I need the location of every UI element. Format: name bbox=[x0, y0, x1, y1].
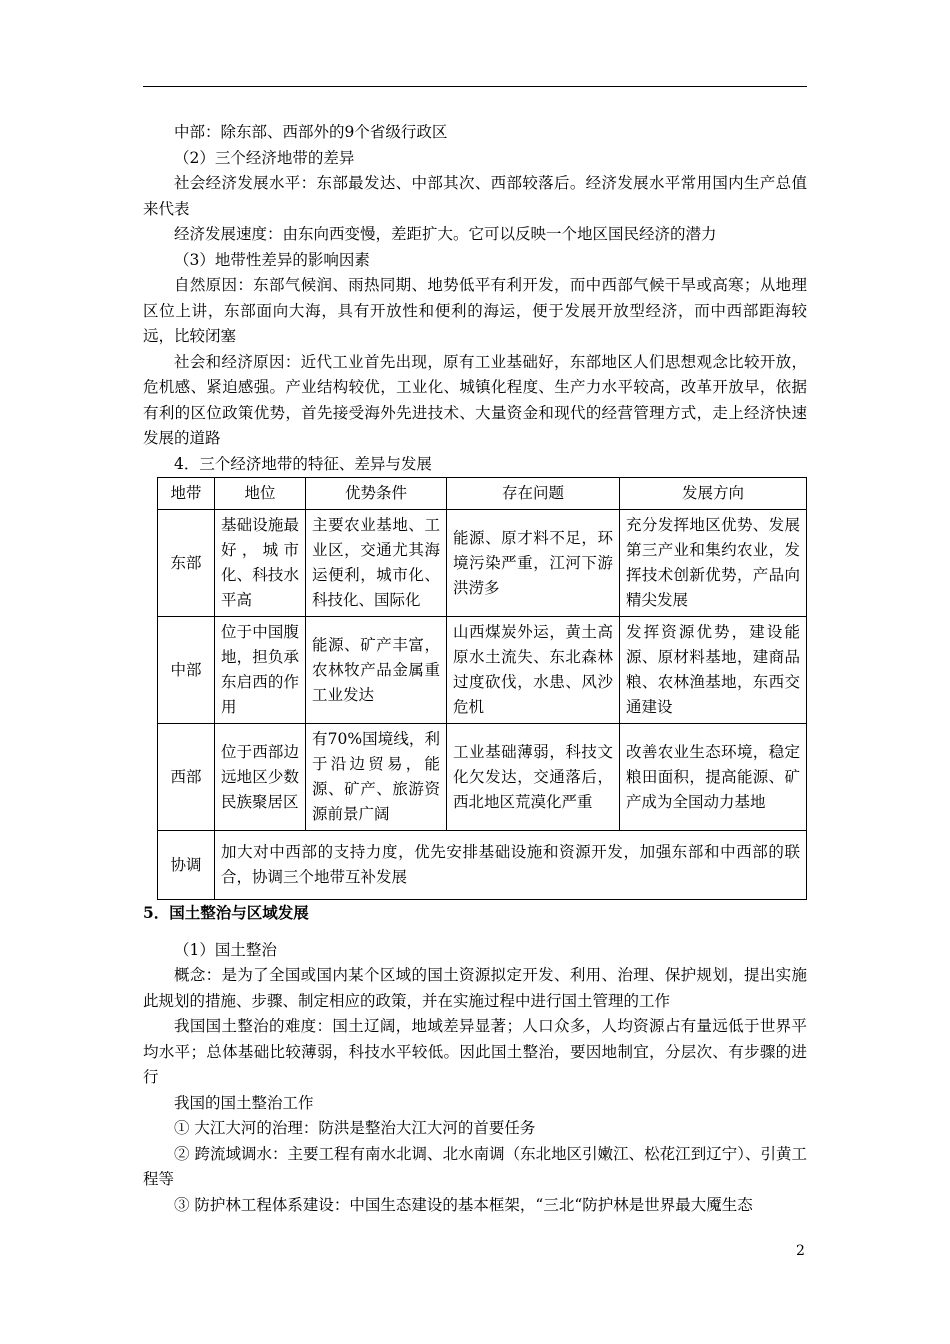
status-cell: 位于中国腹地，担负承东启西的作用 bbox=[215, 617, 306, 724]
coordinate-band-cell: 协调 bbox=[158, 831, 215, 900]
paragraph: ① 大江大河的治理：防洪是整治大江大河的首要任务 bbox=[174, 1119, 536, 1137]
advantage-cell: 主要农业基地、工业区，交通尤其海运便利，城市化、科技化、国际化 bbox=[306, 510, 447, 617]
status-cell: 基础设施最好，城市化、科技水平高 bbox=[215, 510, 306, 617]
economic-zones-table bbox=[157, 477, 807, 900]
table-row bbox=[158, 724, 807, 831]
paragraph: （2）三个经济地带的差异 bbox=[174, 148, 355, 167]
problem-cell: 能源、原才料不足，环境污染严重，江河下游洪涝多 bbox=[447, 510, 620, 617]
header-status: 地位 bbox=[215, 478, 306, 510]
coordinate-row bbox=[158, 831, 807, 900]
section5-title: 5．国土整治与区域发展 bbox=[143, 903, 309, 922]
problem-cell: 工业基础薄弱，科技文化欠发达，交通落后，西北地区荒漠化严重 bbox=[447, 724, 620, 831]
paragraph: 我国国土整治的难度：国土辽阔，地域差异显著；人口众多，人均资源占有量远低于世界平均水平；总体基础比较薄弱，科技水平较低。因此国土整治，要因地制宜，分层次、有步骤的进行 bbox=[143, 1017, 807, 1086]
header-band: 地带 bbox=[158, 478, 215, 510]
page-number: 2 bbox=[796, 1243, 805, 1259]
paragraph: 经济发展速度：由东向西变慢，差距扩大。它可以反映一个地区国民经济的潜力 bbox=[174, 225, 717, 243]
header-problem: 存在问题 bbox=[447, 478, 620, 510]
paragraph: 4．三个经济地带的特征、差异与发展 bbox=[174, 454, 432, 473]
table-row bbox=[158, 617, 807, 724]
paragraph: （1）国土整治 bbox=[174, 940, 277, 959]
paragraph: 社会经济发展水平：东部最发达、中部其次、西部较落后。经济发展水平常用国内生产总值来代表 bbox=[143, 174, 807, 218]
header-direction: 发展方向 bbox=[620, 478, 807, 510]
paragraph: ③ 防护林工程体系建设：中国生态建设的基本框架，“三北“防护林是世界最大魇生态 bbox=[174, 1195, 753, 1214]
paragraph: 概念：是为了全国或国内某个区域的国土资源拟定开发、利用、治理、保护规划，提出实施此规划的措施、步骤、制定相应的政策，并在实施过程中进行国土管理的工作 bbox=[143, 966, 807, 1010]
coordinate-text-cell: 加大对中西部的支持力度，优先安排基础设施和资源开发，加强东部和中西部的联合，协调三个地带互补发展 bbox=[215, 831, 807, 900]
paragraph: （3）地带性差异的影响因素 bbox=[174, 250, 370, 269]
bottom-paragraphs bbox=[143, 938, 807, 1219]
page-body bbox=[143, 120, 807, 1218]
direction-cell: 改善农业生态环境，稳定粮田面积，提高能源、矿产成为全国动力基地 bbox=[620, 724, 807, 831]
problem-cell: 山西煤炭外运，黄土高原水土流失、东北森林过度砍伐，水患、风沙危机 bbox=[447, 617, 620, 724]
top-paragraphs bbox=[143, 120, 807, 477]
header-advantage: 优势条件 bbox=[306, 478, 447, 510]
paragraph: 我国的国土整治工作 bbox=[174, 1093, 314, 1112]
paragraph: 自然原因：东部气候润、雨热同期、地势低平有利开发，而中西部气候干旱或高寒；从地理区位上讲，东部面向大海，具有开放性和便利的海运，便于发展开放型经济，而中西部距海较远，比较闭塞 bbox=[143, 276, 807, 345]
direction-cell: 充分发挥地区优势、发展第三产业和集约农业，发挥技术创新优势，产品向精尖发展 bbox=[620, 510, 807, 617]
advantage-cell: 能源、矿产丰富，农林牧产品金属重工业发达 bbox=[306, 617, 447, 724]
table-row bbox=[158, 510, 807, 617]
header-rule bbox=[143, 86, 807, 87]
table-header-row bbox=[158, 478, 807, 510]
band-cell: 东部 bbox=[158, 510, 215, 617]
band-cell: 西部 bbox=[158, 724, 215, 831]
advantage-cell: 有70%国境线，利于沿边贸易，能源、矿产、旅游资源前景广阔 bbox=[306, 724, 447, 831]
band-cell: 中部 bbox=[158, 617, 215, 724]
direction-cell: 发挥资源优势，建设能源、原材料基地，建商品粮、农林渔基地，东西交通建设 bbox=[620, 617, 807, 724]
status-cell: 位于西部边远地区少数民族聚居区 bbox=[215, 724, 306, 831]
paragraph: ② 跨流域调水：主要工程有南水北调、北水南调（东北地区引嫩江、松花江到辽宁）、引黄工程等 bbox=[143, 1144, 807, 1188]
paragraph: 中部：除东部、西部外的9个省级行政区 bbox=[174, 123, 448, 141]
paragraph: 社会和经济原因：近代工业首先出现，原有工业基础好，东部地区人们思想观念比较开放，危机感、紧迫感强。产业结构较优，工业化、城镇化程度、生产力水平较高，改革开放早，依据有利的区位政策优势，首先接受海外先进技术、大量资金和现代的经营管理方式，走上经济快速发展的道路 bbox=[143, 352, 807, 447]
